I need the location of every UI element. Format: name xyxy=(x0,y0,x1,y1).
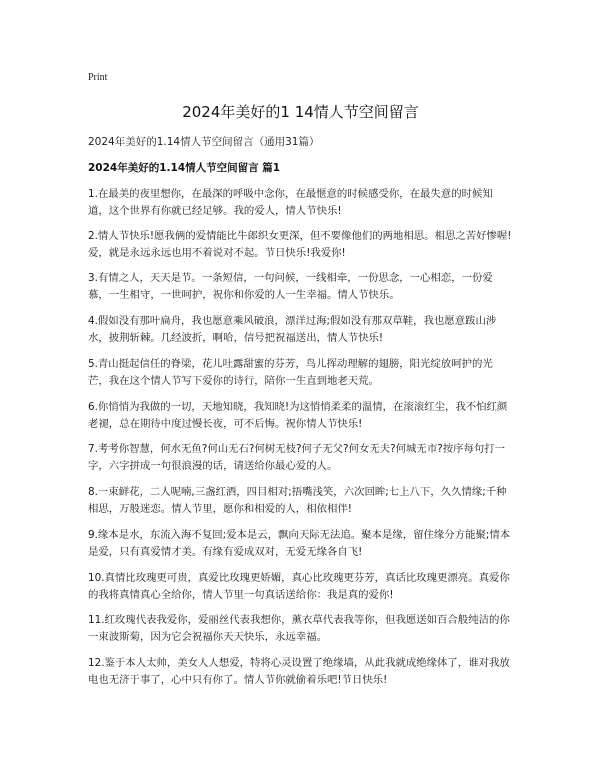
paragraph-5: 5.青山挺起信任的脊梁，花儿吐露甜蜜的芬芳，鸟儿挥动理解的翅膀，阳光绽放呵护的光芒，我在这个情人节写下爱你的诗行，陪你一生直到地老天荒。 xyxy=(88,358,493,387)
paragraph-4: 4.假如没有那叶扁舟，我也愿意乘风破浪，漂洋过海;假如没有那双草鞋，我也愿意跋山涉水，披荆斩棘。几经波折，啊哈，信号把祝福送出，情人节快乐! xyxy=(88,315,497,344)
print-link[interactable]: Print xyxy=(88,72,108,83)
paragraph-6: 6.你悄悄为我做的一切，天地知晓，我知晓!为这悄悄柔柔的温情，在滚滚红尘，我不怕红颜老褪，总在期待中度过慢长夜，可不后悔。祝你情人节快乐! xyxy=(88,401,508,430)
paragraph-2: 2.情人节快乐!愿我俩的爱情能比牛郎织女更深，但不要像他们的两地相思。相思之苦好惨喔!爱，就是永远永远也用不着说对不起。节日快乐!我爱你! xyxy=(88,230,512,259)
paragraph-1: 1.在最美的夜里想你，在最深的呼吸中念你，在最惬意的时候感受你，在最失意的时候知道，这个世界有你就已经足够。我的爱人，情人节快乐! xyxy=(88,188,493,217)
paragraph-11: 11.红玫瑰代表我爱你，爱丽丝代表我想你，薰衣草代表我等你，但我愿送如百合般纯洁的你一束波斯菊，因为它会祝福你天天快乐，永远幸福。 xyxy=(88,614,510,643)
paragraph-12: 12.鉴于本人太帅，美女人人想爱，特将心灵设置了绝缘墙，从此我就成绝缘体了，谁对我放电也无济于事了，心中只有你了。情人节你就偷着乐吧!节日快乐! xyxy=(88,657,510,686)
paragraph-9: 9.缘本是水，东流入海不复回;爱本是云，飘向天际无法追。聚本是缘，留住缘分方能聚;情本是爱，只有真爱情才美。有缘有爱成双对，无爱无缘各自飞! xyxy=(88,529,511,558)
paragraph-3: 3.有情之人，天天是节。一条短信，一句问候，一线相牵，一份思念，一心相恋，一份爱慕，一生相守，一世呵护，祝你和你爱的人一生幸福。情人节快乐。 xyxy=(88,272,493,301)
paragraph-10: 10.真情比玫瑰更可贵，真爱比玫瑰更娇媚，真心比玫瑰更芬芳，真话比玫瑰更漂亮。真爱你的我将真情真心全给你，情人节里一句真话送给你：我是真的爱你! xyxy=(88,572,510,601)
paragraph-7: 7.考考你智慧，何水无鱼?何山无石?何树无枝?何子无父?何女无夫?何城无市?按序每句打一字，六字拼成一句很浪漫的话，请送给你最心爱的人。 xyxy=(88,443,506,472)
paragraph-8: 8.一束鲜花，二人呢喃,三盏红酒，四目相对;捂嘴浅笑，六次回眸;七上八下，久久情缘;千种相思，万般迷恋。情人节里，愿你和相爱的人，相依相伴! xyxy=(88,486,507,515)
page-title: 2024年美好的1 14情人节空间留言 xyxy=(182,103,419,121)
section-heading: 2024年美好的1.14情人节空间留言 篇1 xyxy=(88,162,281,174)
page-subtitle: 2024年美好的1.14情人节空间留言（通用31篇） xyxy=(88,136,320,148)
